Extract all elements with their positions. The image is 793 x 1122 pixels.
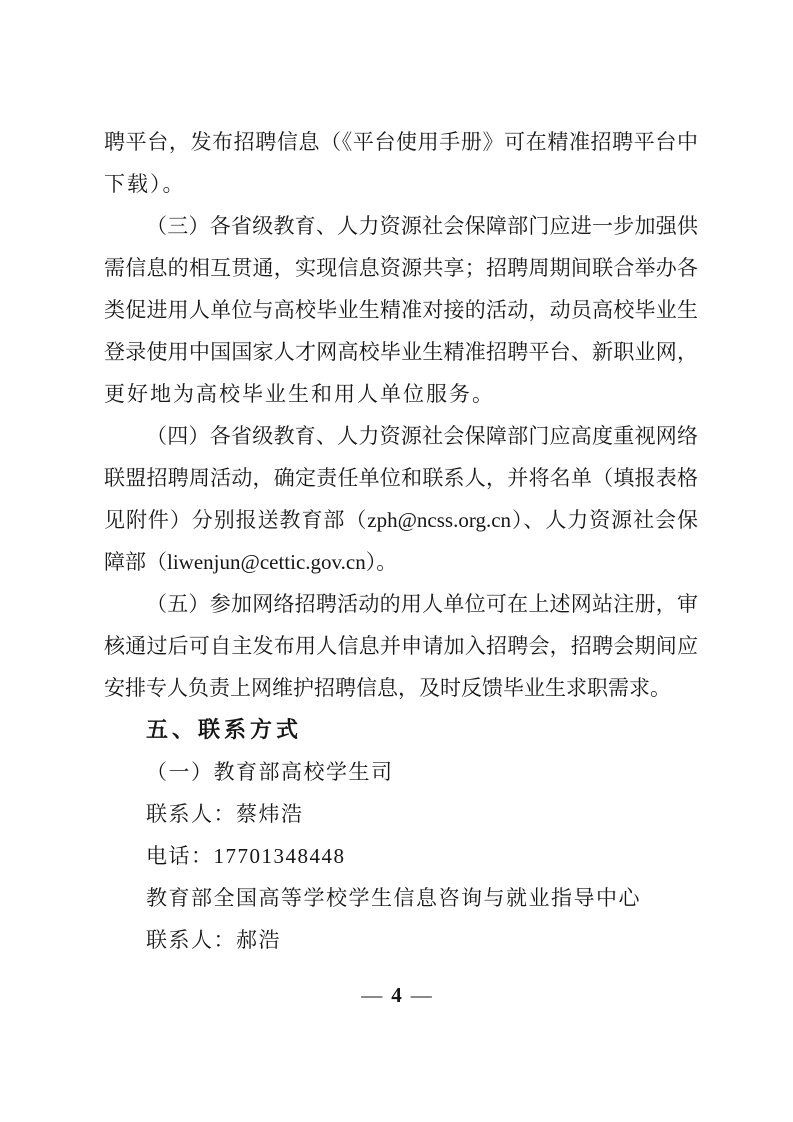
contact-org-line: 教育部全国高等学校学生信息咨询与就业指导中心 [146,886,641,910]
contact-info-section [104,751,698,961]
text-line: 核通过后可自主发布用人信息并申请加入招聘会，招聘会期间应 [104,634,698,658]
page-footer [0,983,793,1008]
text-line: 障部（liwenjun@cettic.gov.cn）。 [104,550,398,574]
text-line: 类促进用人单位与高校毕业生精准对接的活动，动员高校毕业生 [104,298,698,322]
text-line: （三）各省级教育、人力资源社会保障部门应进一步加强供 [146,214,698,238]
contact-phone-line: 电话：17701348448 [146,844,346,868]
text-line: （五）参加网络招聘活动的用人单位可在上述网站注册，审 [146,592,698,616]
paragraph-continuation [104,121,698,205]
text-line: 需信息的相互贯通，实现信息资源共享；招聘周期间联合举办各 [104,256,698,280]
text-line: 见附件）分别报送教育部（zph@ncss.org.cn）、人力资源社会保 [104,508,698,532]
footer-right-dash: — [410,983,432,1007]
contact-org-line: （一）教育部高校学生司 [146,760,394,784]
section-heading: 五、联系方式 [146,717,303,742]
text-line: 更好地为高校毕业生和用人单位服务。 [104,382,495,406]
text-line: 下载）。 [104,172,186,196]
paragraph-item-3 [104,205,698,415]
contact-person-line: 联系人：蔡炜浩 [146,802,304,826]
text-line: 联盟招聘周活动，确定责任单位和联系人，并将名单（填报表格 [104,466,698,490]
text-line: 聘平台，发布招聘信息（《平台使用手册》可在精准招聘平台中 [104,130,698,154]
footer-left-dash: — [361,983,383,1007]
text-line: 登录使用中国国家人才网高校毕业生精准招聘平台、新职业网， [104,340,698,364]
contact-person-line: 联系人：郝浩 [146,928,281,952]
document-page-body [104,121,698,961]
paragraph-item-5 [104,583,698,709]
text-line: （四）各省级教育、人力资源社会保障部门应高度重视网络 [146,424,698,448]
text-line: 安排专人负责上网维护招聘信息，及时反馈毕业生求职需求。 [104,676,671,700]
paragraph-item-4 [104,415,698,583]
page-number: 4 [391,983,402,1007]
